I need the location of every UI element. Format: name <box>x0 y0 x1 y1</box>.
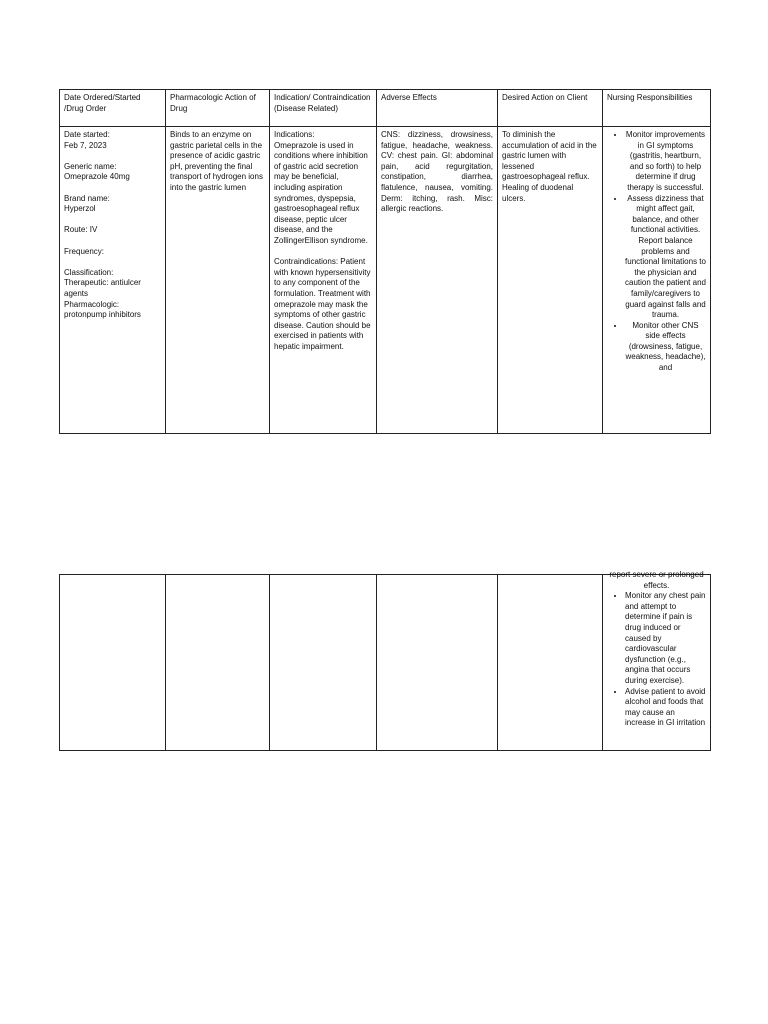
brand-value: Hyperzol <box>64 204 96 214</box>
date-label: Date started: <box>64 130 110 139</box>
empty-cell <box>377 575 498 751</box>
header-indication: Indication/ Contraindication (Disease Related) <box>270 90 377 127</box>
nursing-cell-continued <box>603 570 711 751</box>
nursing-item: • Advise patient to avoid alcohol and foods that may cause an increase in GI irritation <box>625 687 706 729</box>
indication-cell <box>270 127 377 434</box>
indications-text: Omeprazole is used in conditions where inhibition of gastric acid secretion may be beneficial, including aspiration syndromes, dyspepsia, gastroesophageal reflux disease, peptic ulcer disease, and the ZollingerEllison syndrome. <box>274 140 368 245</box>
drug-row-continued <box>60 575 711 751</box>
header-adverse-effects: Adverse Effects <box>377 90 498 127</box>
route: Route: IV <box>64 225 98 235</box>
header-row <box>60 90 711 127</box>
header-nursing: Nursing Responsibilities <box>603 90 711 127</box>
empty-cell <box>270 575 377 751</box>
drug-table-page1 <box>59 89 711 434</box>
nursing-item: • Monitor other CNS side effects (drowsiness, fatigue, weakness, headache), and <box>625 321 706 374</box>
desired-action-cell: To diminish the accumulation of acid in the gastric lumen with lessened gastroesophageal reflux. Healing of duodenal ulcers. <box>498 127 603 434</box>
pharmacologic-action-cell: Binds to an enzyme on gastric parietal cells in the presence of acidic gastric pH, preventing the final transport of hydrogen ions into the gastric lumen <box>166 127 270 434</box>
indications-label: Indications: <box>274 130 315 139</box>
drug-order-cell <box>60 127 166 434</box>
nursing-list-continued <box>607 591 706 729</box>
header-desired-action: Desired Action on Client <box>498 90 603 127</box>
generic-value: Omeprazole 40mg <box>64 172 130 182</box>
header-pharmacologic-action: Pharmacologic Action of Drug <box>166 90 270 127</box>
nursing-cell <box>603 127 711 434</box>
drug-row <box>60 127 711 434</box>
therapeutic-class: Therapeutic: antiulcer agents <box>64 278 141 298</box>
contraindications-text: Contraindications: Patient with known hypersensitivity to any component of the formulation. Treatment with omeprazole may mask the symptoms of other gastric disease. Caution should be exercised in patients with hepatic impairment. <box>274 257 371 351</box>
nursing-item: • Monitor any chest pain and attempt to determine if pain is drug induced or caused by cardiovascular dysfunction (e.g., angina that occurs during exercise). <box>625 591 706 686</box>
empty-cell <box>166 575 270 751</box>
header-date-ordered: Date Ordered/Started /Drug Order <box>60 90 166 127</box>
nursing-continuation: report severe or prolonged effects. <box>609 570 704 590</box>
brand-label: Brand name: <box>64 193 110 203</box>
drug-table-page2 <box>59 570 711 751</box>
frequency: Frequency: <box>64 246 105 256</box>
classification-label: Classification: <box>64 267 114 277</box>
adverse-effects-cell: CNS: dizziness, drowsiness, fatigue, headache, weakness. CV: chest pain. GI: abdominal pain, acid regurgitation, constipation, diarrhea, flatulence, nausea, vomiting. Derm: itching, rash. Misc: allergic reactions. <box>377 127 498 434</box>
nursing-item: • Monitor improvements in GI symptoms (gastritis, heartburn, and so forth) to help determine if drug therapy is successful. <box>625 130 706 194</box>
date-value: Feb 7, 2023 <box>64 140 107 150</box>
nursing-list <box>607 130 706 374</box>
empty-cell <box>60 575 166 751</box>
nursing-item: • Assess dizziness that might affect gait, balance, and other functional activities. Report balance problems and functional limitations to the physician and caution the patient and family/caregivers to guard against falls and trauma. <box>625 194 706 321</box>
empty-cell <box>498 575 603 751</box>
generic-label: Generic name: <box>64 161 117 171</box>
pharmacologic-class: Pharmacologic: protonpump inhibitors <box>64 299 141 320</box>
